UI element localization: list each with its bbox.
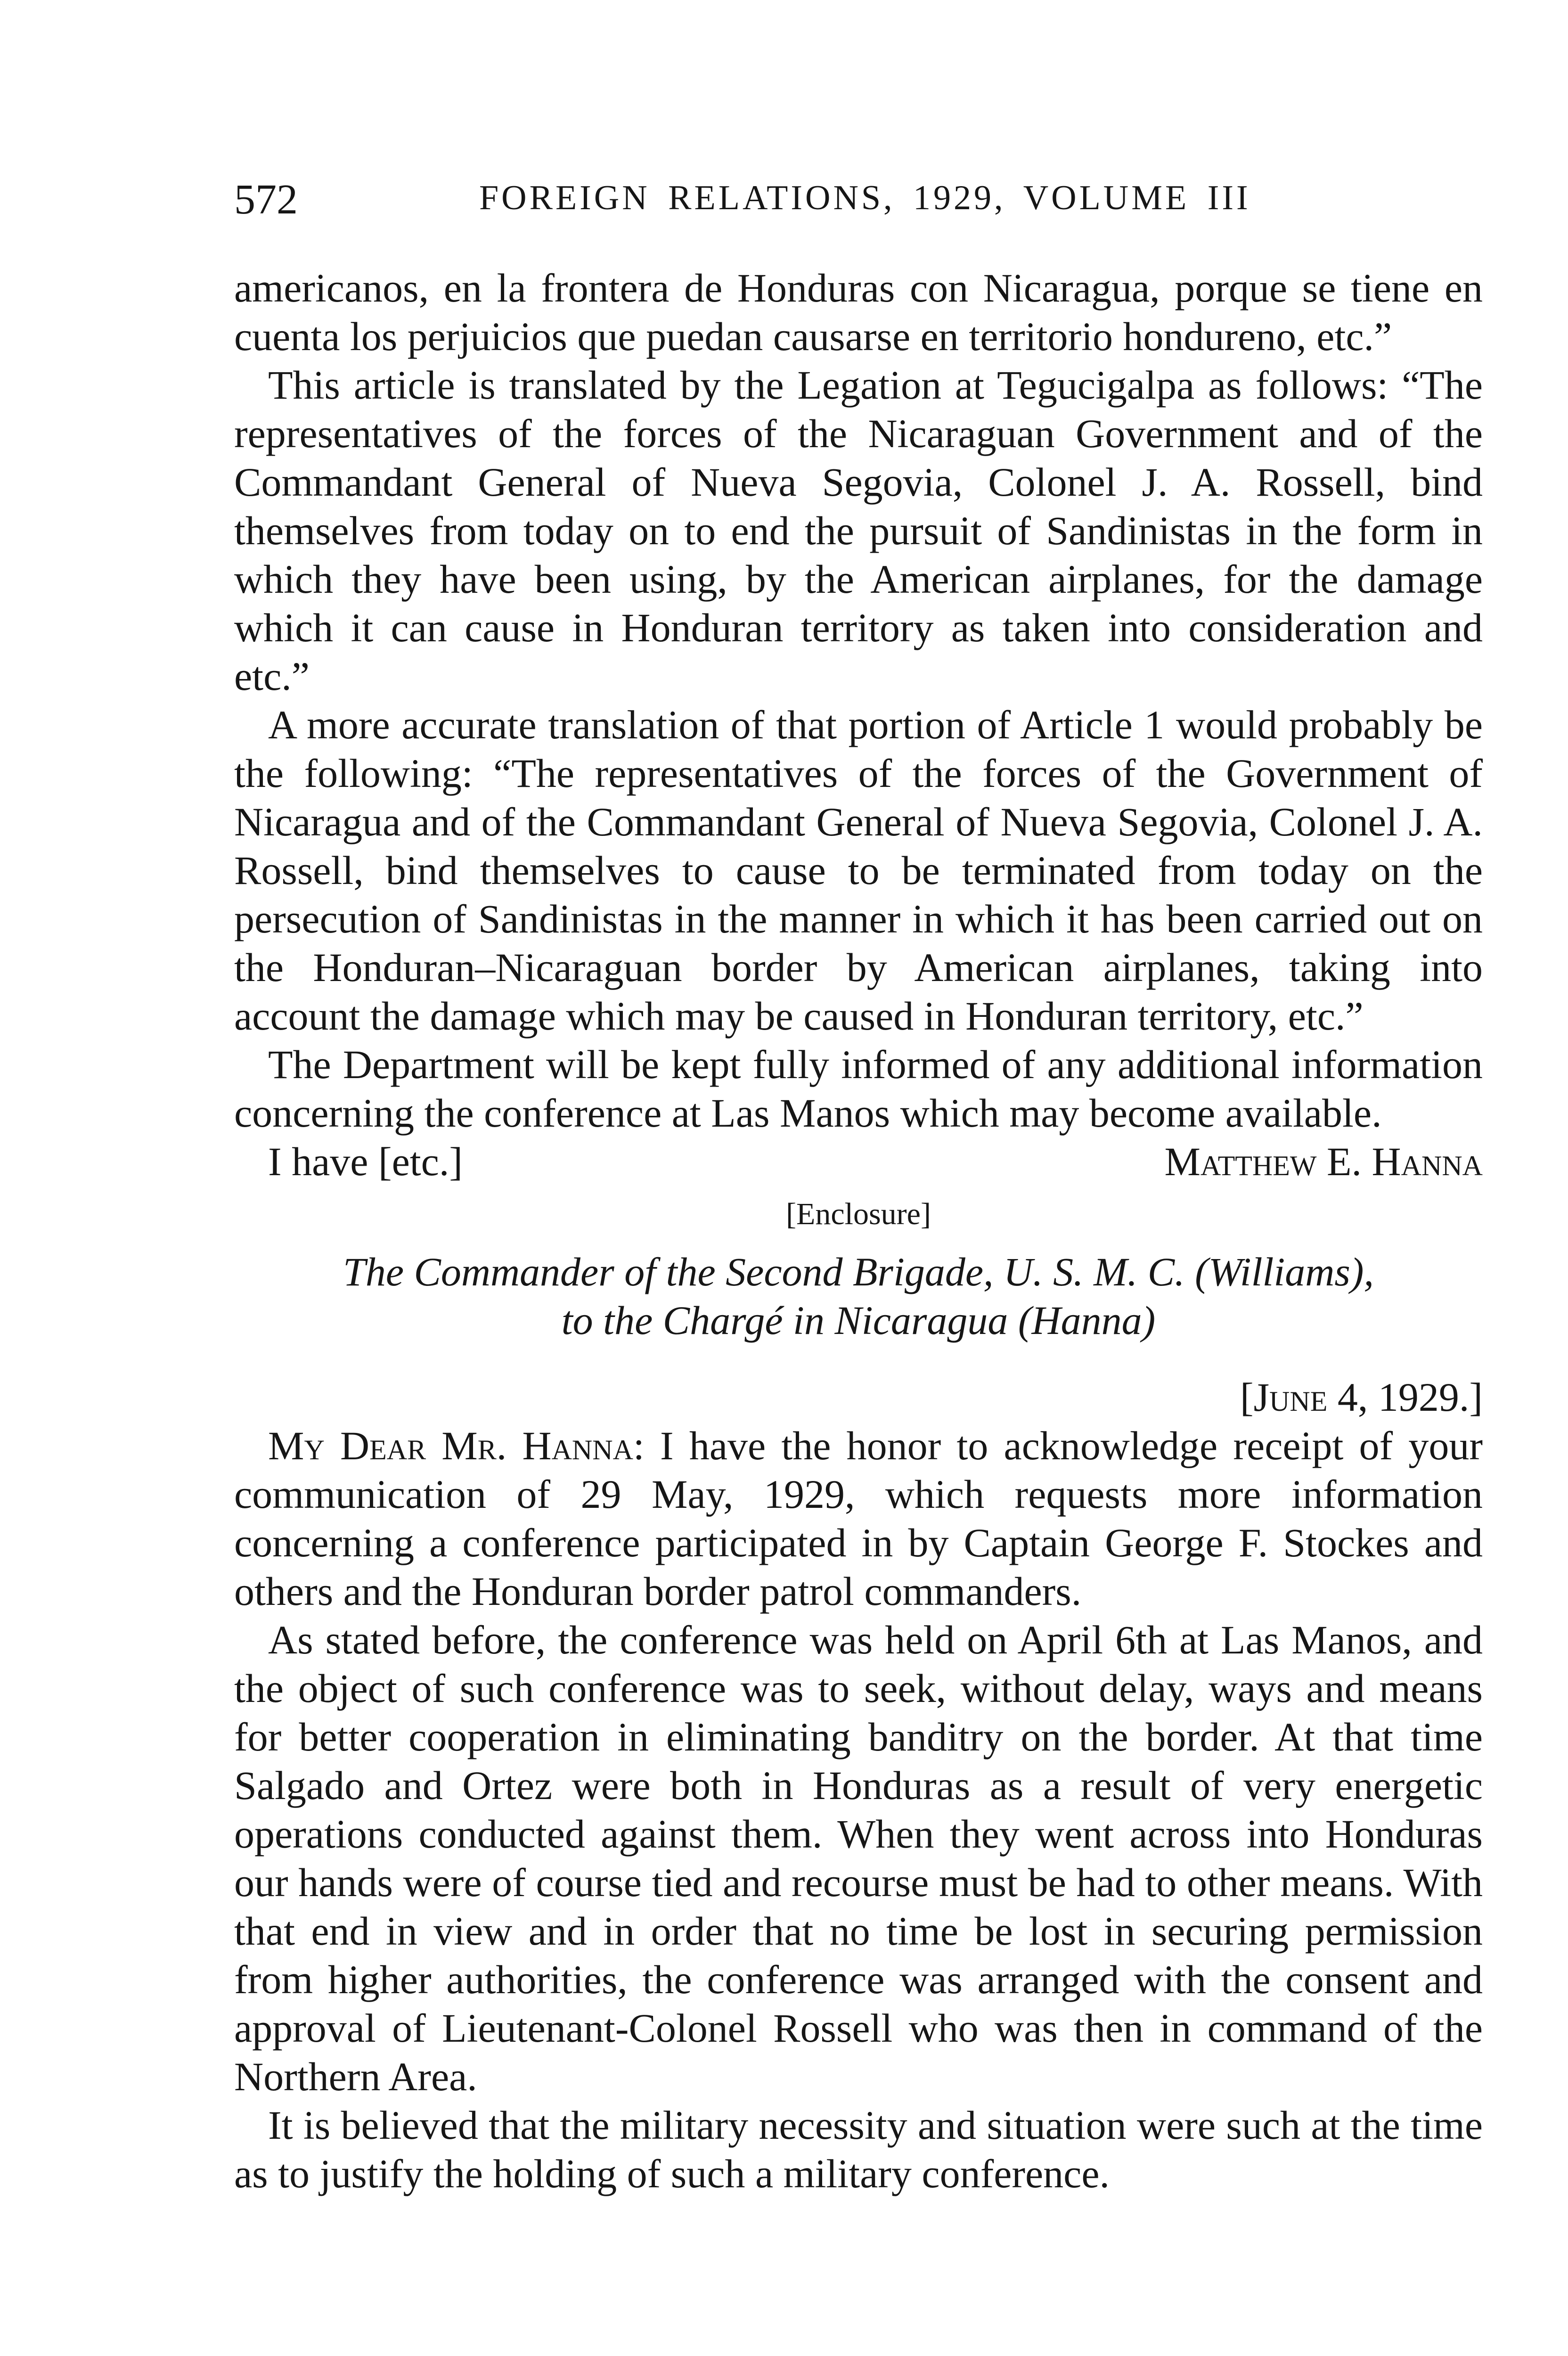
enclosure-title-line-2: to the Chargé in Nicaragua (Hanna) [561, 1298, 1156, 1343]
letter-paragraph-2: As stated before, the conference was held on April 6th at Las Manos, and the object of such conference was to seek, without delay, ways and means for better cooperation in eliminating banditry on the border. At that time Salgado and Ortez were both in Honduras as a result of very energetic operations conducted against them. When they went across into Honduras our hands were of course tied and recourse must be had to other means. With that end in view and in order that no time be lost in securing permission from higher authorities, the conference was arranged with the consent and approval of Lieutenant-Colonel Rossell who was then in command of the Northern Area. [234, 1617, 1483, 2099]
letter-salutation: My Dear Mr. Hanna: [268, 1423, 645, 1468]
signature: Matthew E. Hanna [1164, 1139, 1483, 1184]
running-head: FOREIGN RELATIONS, 1929, VOLUME III [479, 179, 1251, 217]
letter-date: [June 4, 1929.] [1240, 1374, 1483, 1420]
letter-paragraph-3: It is believed that the military necessity and situation were such at the time as to justify the holding of such a military conference. [234, 2102, 1483, 2196]
closing-formula: I have [etc.] [268, 1139, 463, 1184]
enclosure-title-line-1: The Commander of the Second Brigade, U. S. M. C. (Williams), [343, 1249, 1374, 1294]
paragraph-department-informed: The Department will be kept fully informed of any additional information concerning the conference at Las Manos which may become available. [234, 1042, 1483, 1136]
page-header [234, 175, 1483, 227]
paragraph-continuation: americanos, en la frontera de Honduras con Nicaragua, porque se tiene en cuenta los perjuicios que puedan causarse en territorio hondureno, etc.” [234, 265, 1483, 359]
letter-paragraph-1-text: I have the honor to acknowledge receipt of your communication of 29 May, 1929, which requests more information concerning a conference participated in by Captain George F. Stockes and others and the Honduran border patrol commanders. [234, 1423, 1483, 1614]
page-number: 572 [234, 176, 298, 223]
letter-paragraph-1 [234, 1422, 1483, 1616]
enclosure-title [234, 1248, 1483, 1345]
closing-row [234, 1137, 1483, 1186]
enclosure-label: [Enclosure] [786, 1197, 931, 1231]
paragraph-legation-translation: This article is translated by the Legation at Tegucigalpa as follows: “The representatives of the forces of the Nicaraguan Government and of the Commandant General of Nueva Segovia, Colonel J. A. Rossell, bind themselves from today on to end the pursuit of Sandinistas in the form in which they have been using, by the American airplanes, for the damage which it can cause in Honduran territory as taken into consideration and etc.” [234, 362, 1483, 699]
paragraph-accurate-translation: A more accurate translation of that portion of Article 1 would probably be the following: “The representatives of the forces of the Government of Nicaragua and of the Commandant General of Nueva Segovia, Colonel J. A. Rossell, bind themselves to cause to be terminated from today on the persecution of Sandinistas in the manner in which it has been carried out on the Honduran–Nicaraguan border by American airplanes, taking into account the damage which may be caused in Honduran territory, etc.” [234, 702, 1483, 1039]
body-text [234, 264, 1483, 2198]
